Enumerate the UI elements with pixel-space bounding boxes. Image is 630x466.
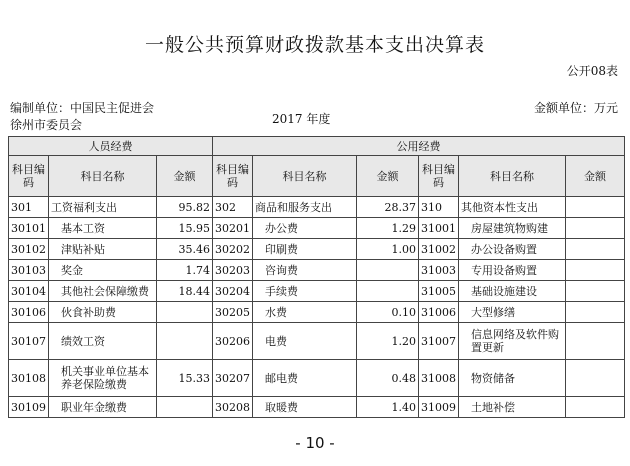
amount-cell: 0.48	[357, 360, 419, 397]
name-cell: 基础设施建设	[459, 281, 566, 302]
amount-cell: 15.33	[157, 360, 213, 397]
amount-cell	[566, 360, 625, 397]
name-cell: 商品和服务支出	[253, 197, 357, 218]
page-title: 一般公共预算财政拨款基本支出决算表	[144, 34, 485, 56]
name-cell: 物资储备	[459, 360, 566, 397]
code-cell: 310	[419, 197, 459, 218]
name-cell: 电费	[253, 323, 357, 360]
name-cell: 伙食补助费	[49, 302, 157, 323]
amount-cell	[566, 197, 625, 218]
code-cell: 31001	[419, 218, 459, 239]
name-cell: 手续费	[253, 281, 357, 302]
amount-cell	[157, 397, 213, 418]
amount-cell: 18.44	[157, 281, 213, 302]
code-cell: 30108	[9, 360, 49, 397]
code-cell: 30109	[9, 397, 49, 418]
table-row	[9, 260, 625, 281]
name-cell: 其他资本性支出	[459, 197, 566, 218]
code-cell: 30202	[213, 239, 253, 260]
amount-cell	[566, 239, 625, 260]
name-cell: 办公费	[253, 218, 357, 239]
name-cell: 办公设备购置	[459, 239, 566, 260]
code-cell: 30102	[9, 239, 49, 260]
amount-cell	[357, 281, 419, 302]
header-code: 科目编码	[419, 156, 459, 197]
code-cell: 302	[213, 197, 253, 218]
code-cell: 301	[9, 197, 49, 218]
amount-cell: 0.10	[357, 302, 419, 323]
name-cell: 印刷费	[253, 239, 357, 260]
name-cell: 大型修缮	[459, 302, 566, 323]
name-cell: 房屋建筑物购建	[459, 218, 566, 239]
compiling-unit: 编制单位：中国民主促进会徐州市委员会	[10, 101, 155, 132]
code-cell: 31003	[419, 260, 459, 281]
table-row	[9, 239, 625, 260]
name-cell: 绩效工资	[49, 323, 157, 360]
amount-cell: 1.74	[157, 260, 213, 281]
header-amount: 金额	[157, 156, 213, 197]
code-cell: 30104	[9, 281, 49, 302]
code-cell: 31008	[419, 360, 459, 397]
name-cell: 土地补偿	[459, 397, 566, 418]
header-name: 科目名称	[49, 156, 157, 197]
amount-cell	[566, 323, 625, 360]
code-cell: 30107	[9, 323, 49, 360]
name-cell: 奖金	[49, 260, 157, 281]
code-cell: 31006	[419, 302, 459, 323]
amount-cell	[566, 281, 625, 302]
amount-cell: 1.00	[357, 239, 419, 260]
code-cell: 30201	[213, 218, 253, 239]
code-cell: 31005	[419, 281, 459, 302]
code-cell: 31002	[419, 239, 459, 260]
amount-cell: 1.20	[357, 323, 419, 360]
name-cell: 水费	[253, 302, 357, 323]
name-cell: 邮电费	[253, 360, 357, 397]
code-cell: 30204	[213, 281, 253, 302]
table-row	[9, 360, 625, 397]
code-cell: 30106	[9, 302, 49, 323]
amount-cell: 15.95	[157, 218, 213, 239]
header-amount: 金额	[357, 156, 419, 197]
name-cell: 取暖费	[253, 397, 357, 418]
name-cell: 机关事业单位基本养老保险缴费	[49, 360, 157, 397]
amount-cell	[357, 260, 419, 281]
header-code: 科目编码	[213, 156, 253, 197]
amount-cell	[157, 323, 213, 360]
page-number: - 10 -	[295, 434, 335, 452]
amount-cell: 1.40	[357, 397, 419, 418]
fiscal-year: 2017 年度	[272, 112, 331, 126]
code-cell: 30207	[213, 360, 253, 397]
code-cell: 30206	[213, 323, 253, 360]
amount-unit: 金额单位：万元	[533, 101, 618, 115]
table-row	[9, 218, 625, 239]
form-number: 公开08表	[566, 64, 618, 78]
code-cell: 30205	[213, 302, 253, 323]
table-row	[9, 197, 625, 218]
amount-cell: 35.46	[157, 239, 213, 260]
group-header-public: 公用经费	[213, 137, 625, 156]
code-cell: 31007	[419, 323, 459, 360]
amount-cell	[566, 218, 625, 239]
code-cell: 30208	[213, 397, 253, 418]
amount-cell: 28.37	[357, 197, 419, 218]
header-name: 科目名称	[459, 156, 566, 197]
code-cell: 31009	[419, 397, 459, 418]
name-cell: 职业年金缴费	[49, 397, 157, 418]
header-amount: 金额	[566, 156, 625, 197]
name-cell: 专用设备购置	[459, 260, 566, 281]
table-row	[9, 302, 625, 323]
table-row	[9, 397, 625, 418]
name-cell: 信息网络及软件购置更新	[459, 323, 566, 360]
code-cell: 30103	[9, 260, 49, 281]
name-cell: 其他社会保障缴费	[49, 281, 157, 302]
amount-cell: 95.82	[157, 197, 213, 218]
amount-cell	[566, 302, 625, 323]
header-code: 科目编码	[9, 156, 49, 197]
amount-cell: 1.29	[357, 218, 419, 239]
code-cell: 30101	[9, 218, 49, 239]
amount-cell	[566, 260, 625, 281]
amount-cell	[157, 302, 213, 323]
amount-cell	[566, 397, 625, 418]
name-cell: 工资福利支出	[49, 197, 157, 218]
table-row	[9, 281, 625, 302]
name-cell: 基本工资	[49, 218, 157, 239]
name-cell: 咨询费	[253, 260, 357, 281]
name-cell: 津贴补贴	[49, 239, 157, 260]
expenditure-table	[8, 136, 625, 418]
header-name: 科目名称	[253, 156, 357, 197]
code-cell: 30203	[213, 260, 253, 281]
group-header-personnel: 人员经费	[9, 137, 213, 156]
table-row	[9, 323, 625, 360]
